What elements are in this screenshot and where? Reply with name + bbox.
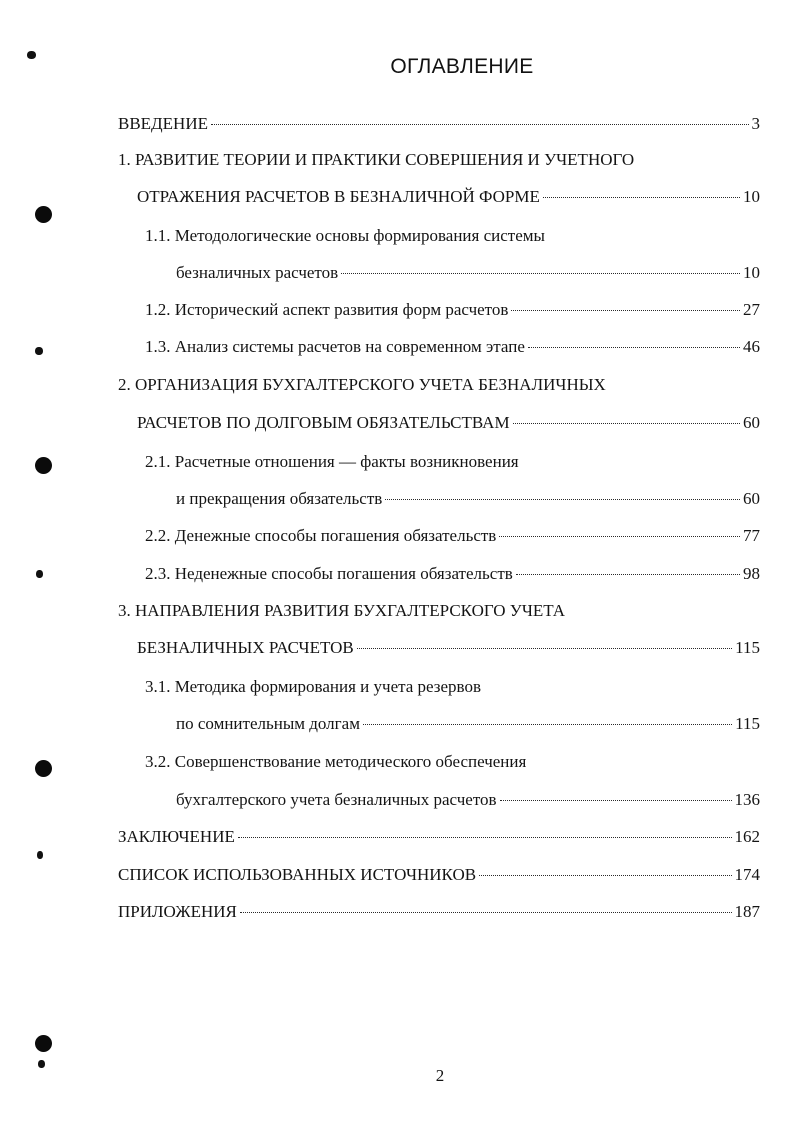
toc-entry-text: по сомнительным долгам — [176, 714, 360, 733]
toc-page-number: 77 — [743, 526, 760, 545]
toc-entry-text: 1.1. Методологические основы формирования системы — [145, 226, 545, 245]
toc-section-2-1 — [176, 488, 760, 510]
toc-entry-text: РАСЧЕТОВ ПО ДОЛГОВЫМ ОБЯЗАТЕЛЬСТВАМ — [137, 413, 510, 432]
scan-speck — [35, 347, 43, 355]
toc-chapter-2 — [137, 412, 760, 434]
toc-entry-text: 2. ОРГАНИЗАЦИЯ БУХГАЛТЕРСКОГО УЧЕТА БЕЗНАЛИЧНЫХ — [118, 375, 606, 394]
page-number: 2 — [435, 1066, 445, 1085]
toc-entry-text: ОТРАЖЕНИЯ РАСЧЕТОВ В БЕЗНАЛИЧНОЙ ФОРМЕ — [137, 187, 540, 206]
scan-speck — [37, 851, 43, 859]
dot-leader — [240, 912, 732, 913]
toc-chapter-1-heading — [118, 149, 634, 171]
toc-entry-text: 3.2. Совершенствование методического обеспечения — [145, 752, 527, 771]
dot-leader — [499, 536, 740, 537]
dot-leader — [341, 273, 740, 274]
toc-entry-text: 3. НАПРАВЛЕНИЯ РАЗВИТИЯ БУХГАЛТЕРСКОГО УЧЕТА — [118, 601, 566, 620]
toc-entry-text: ЗАКЛЮЧЕНИЕ — [118, 827, 235, 846]
toc-entry-intro — [118, 113, 760, 135]
toc-section-3-2-heading — [145, 751, 526, 773]
dot-leader — [500, 800, 732, 801]
toc-section-2-1-heading — [145, 451, 519, 473]
toc-entry-text: бухгалтерского учета безналичных расчетов — [176, 790, 497, 809]
toc-page-number: 60 — [743, 413, 760, 432]
toc-entry-conclusion — [118, 826, 760, 848]
dot-leader — [479, 875, 731, 876]
toc-section-2-2 — [145, 525, 760, 547]
dot-leader — [385, 499, 740, 500]
page-title: ОГЛАВЛЕНИЕ — [390, 55, 534, 78]
toc-chapter-1 — [137, 186, 760, 208]
toc-entry-text: СПИСОК ИСПОЛЬЗОВАННЫХ ИСТОЧНИКОВ — [118, 865, 477, 884]
toc-entry-text: 2.1. Расчетные отношения — факты возникновения — [145, 452, 519, 471]
toc-page-number: 46 — [743, 337, 760, 356]
toc-entry-text: 1. РАЗВИТИЕ ТЕОРИИ И ПРАКТИКИ СОВЕРШЕНИЯ И УЧЕТНОГО — [118, 150, 635, 169]
toc-chapter-3 — [137, 637, 760, 659]
toc-entry-text: ПРИЛОЖЕНИЯ — [118, 902, 237, 921]
toc-page-number: 136 — [734, 790, 760, 809]
dot-leader — [363, 724, 732, 725]
toc-page-number: 98 — [743, 564, 760, 583]
toc-chapter-3-heading — [118, 600, 565, 622]
toc-page-number: 115 — [735, 714, 760, 733]
toc-section-3-1 — [176, 713, 760, 735]
toc-entry-text: ВВЕДЕНИЕ — [118, 114, 208, 133]
toc-entry-text: 1.3. Анализ системы расчетов на современном этапе — [145, 337, 525, 356]
dot-leader — [513, 423, 740, 424]
toc-page-number: 115 — [735, 638, 760, 657]
binder-hole — [35, 457, 52, 474]
binder-hole — [35, 1035, 52, 1052]
scan-speck — [36, 570, 43, 578]
dot-leader — [511, 310, 740, 311]
toc-page-number: 174 — [734, 865, 760, 884]
toc-section-1-1-heading — [145, 225, 545, 247]
dot-leader — [543, 197, 740, 198]
toc-entry-text: 2.3. Неденежные способы погашения обязательств — [145, 564, 513, 583]
toc-entry-text: БЕЗНАЛИЧНЫХ РАСЧЕТОВ — [137, 638, 354, 657]
toc-entry-text: и прекращения обязательств — [176, 489, 383, 508]
toc-section-1-3 — [145, 336, 760, 358]
toc-entry-text: 2.2. Денежные способы погашения обязательств — [145, 526, 497, 545]
toc-page-number: 27 — [743, 300, 760, 319]
dot-leader — [516, 574, 740, 575]
toc-entry-text: 1.2. Исторический аспект развития форм расчетов — [145, 300, 509, 319]
toc-page-number: 10 — [743, 187, 760, 206]
binder-hole — [35, 760, 52, 777]
toc-entry-text: 3.1. Методика формирования и учета резервов — [145, 677, 481, 696]
toc-entry-sources — [118, 864, 760, 886]
binder-hole — [35, 206, 52, 223]
toc-chapter-2-heading — [118, 374, 606, 396]
toc-entry-text: безналичных расчетов — [176, 263, 339, 282]
toc-page-number: 162 — [734, 827, 760, 846]
toc-section-3-2 — [176, 789, 760, 811]
toc-section-3-1-heading — [145, 676, 481, 698]
toc-entry-appendices — [118, 901, 760, 923]
toc-page-number: 187 — [734, 902, 760, 921]
toc-section-2-3 — [145, 563, 760, 585]
dot-leader — [528, 347, 740, 348]
dot-leader — [357, 648, 732, 649]
toc-section-1-1 — [176, 262, 760, 284]
dot-leader — [211, 124, 749, 125]
toc-page-number: 60 — [743, 489, 760, 508]
toc-page-number: 3 — [751, 114, 760, 133]
dot-leader — [238, 837, 732, 838]
toc-page-number: 10 — [743, 263, 760, 282]
toc-section-1-2 — [145, 299, 760, 321]
